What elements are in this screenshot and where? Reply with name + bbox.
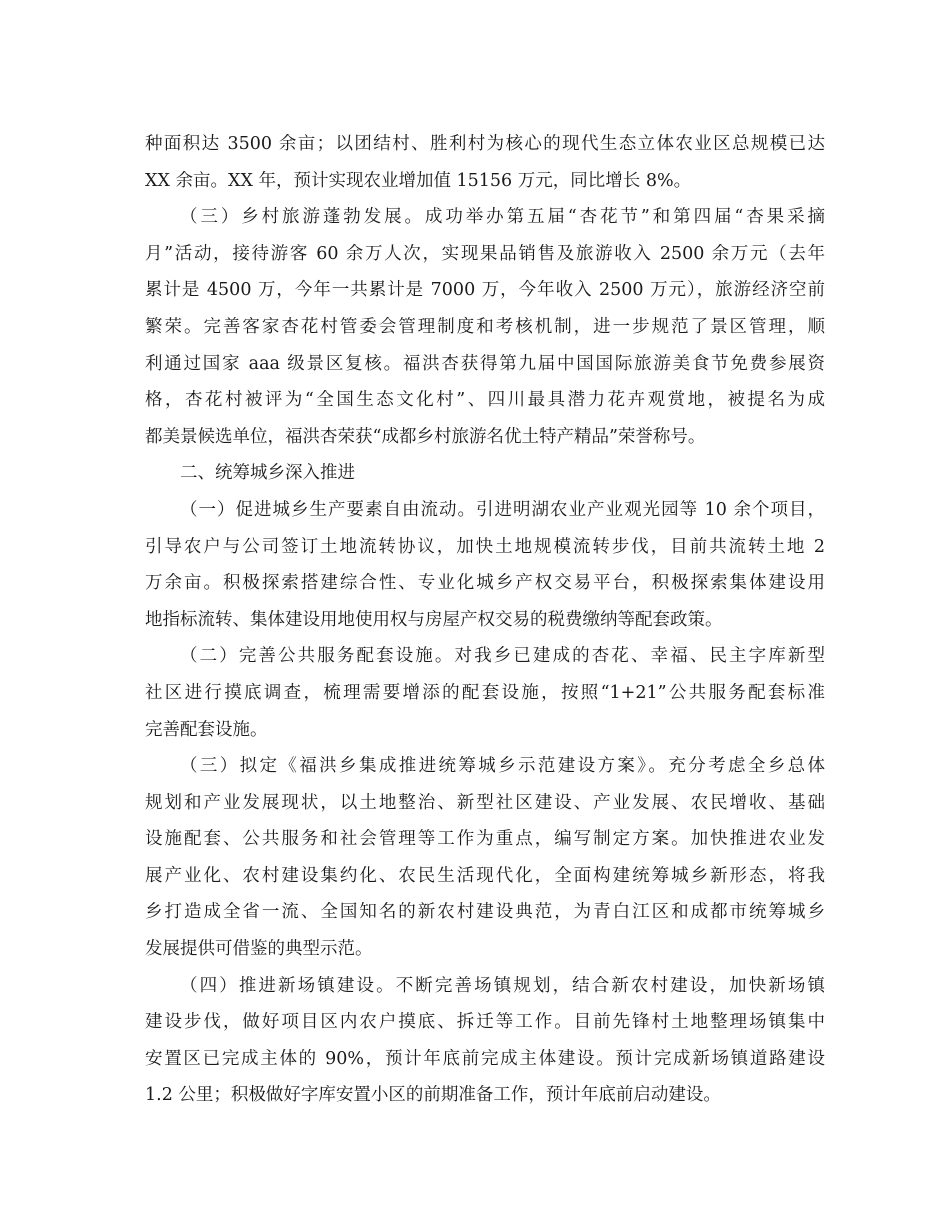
text-line: 都美景候选单位，福洪杏荣获“成都乡村旅游名优土特产精品”荣誉称号。 (145, 426, 706, 447)
text-line: 发展提供可借鉴的典型示范。 (145, 939, 373, 960)
text-line: 展产业化、农村建设集约化、农民生活现代化，全面构建统筹城乡新形态，将我 (145, 865, 825, 886)
text-line: 安置区已完成主体的 90%，预计年底前完成主体建设。预计完成新场镇道路建设 (145, 1048, 825, 1069)
paragraph-production-factors (145, 492, 825, 638)
text-line: （一）促进城乡生产要素自由流动。引进明湖农业产业观光园等 10 余个项目， (180, 499, 825, 520)
text-line: 种面积达 3500 余亩；以团结村、胜利村为核心的现代生态立体农业区总规模已达 (145, 134, 825, 154)
text-line: 规划和产业发展现状，以土地整治、新型社区建设、产业发展、农民增收、基础 (145, 792, 825, 813)
text-line: 完善配套设施。 (145, 719, 268, 740)
text-line: 乡打造成全省一流、全国知名的新农村建设典范，为青白江区和成都市统筹城乡 (145, 902, 825, 923)
paragraph-new-town-construction (145, 968, 825, 1114)
paragraph-rural-tourism (145, 199, 825, 455)
text-line: 设施配套、公共服务和社会管理等工作为重点，编写制定方案。加快推进农业发 (145, 829, 825, 850)
text-line: 利通过国家 aaa 级景区复核。福洪杏获得第九届中国国际旅游美食节免费参展资 (145, 353, 825, 374)
paragraph-demonstration-plan (145, 748, 825, 968)
text-line: 建设步伐，做好项目区内农户摸底、拆迁等工作。目前先锋村土地整理场镇集中 (145, 1012, 825, 1033)
paragraph-public-services (145, 638, 825, 748)
section-heading: 二、统筹城乡深入推进 (180, 463, 355, 484)
text-line: 社区进行摸底调查，梳理需要增添的配套设施，按照“1+21”公共服务配套标准 (145, 682, 825, 703)
text-line: XX 余亩。XX 年，预计实现农业增加值 15156 万元，同比增长 8%。 (145, 170, 692, 191)
text-line: （三）拟定《福洪乡集成推进统筹城乡示范建设方案》。充分考虑全乡总体 (180, 756, 825, 777)
text-line: 累计是 4500 万，今年一共累计是 7000 万，今年收入 2500 万元），旅游经济空前 (145, 280, 825, 301)
text-line: 万余亩。积极探索搭建综合性、专业化城乡产权交易平台，积极探索集体建设用 (145, 573, 825, 594)
text-line: 引导农户与公司签订土地流转协议，加快土地规模流转步伐，目前共流转土地 2 (145, 536, 825, 557)
text-line: （二）完善公共服务配套设施。对我乡已建成的杏花、幸福、民主字库新型 (180, 646, 825, 667)
paragraph-agriculture-scale (145, 126, 825, 199)
text-line: 1.2 公里；积极做好字库安置小区的前期准备工作，预计年底前启动建设。 (145, 1085, 721, 1106)
text-line: 繁荣。完善客家杏花村管委会管理制度和考核机制，进一步规范了景区管理，顺 (145, 316, 825, 337)
text-line: （四）推进新场镇建设。不断完善场镇规划，结合新农村建设，加快新场镇 (180, 975, 825, 996)
text-line: 格，杏花村被评为“全国生态文化村”、四川最具潜力花卉观赏地，被提名为成 (145, 390, 825, 411)
text-line: 地指标流转、集体建设用地使用权与房屋产权交易的税费缴纳等配套政策。 (145, 609, 723, 630)
text-line: 月”活动，接待游客 60 余万人次，实现果品销售及旅游收入 2500 余万元（去年 (145, 243, 825, 264)
section-heading-urban-rural (145, 455, 825, 492)
document-body (145, 126, 825, 1114)
text-line: （三）乡村旅游蓬勃发展。成功举办第五届“杏花节”和第四届“杏果采摘 (180, 207, 825, 228)
